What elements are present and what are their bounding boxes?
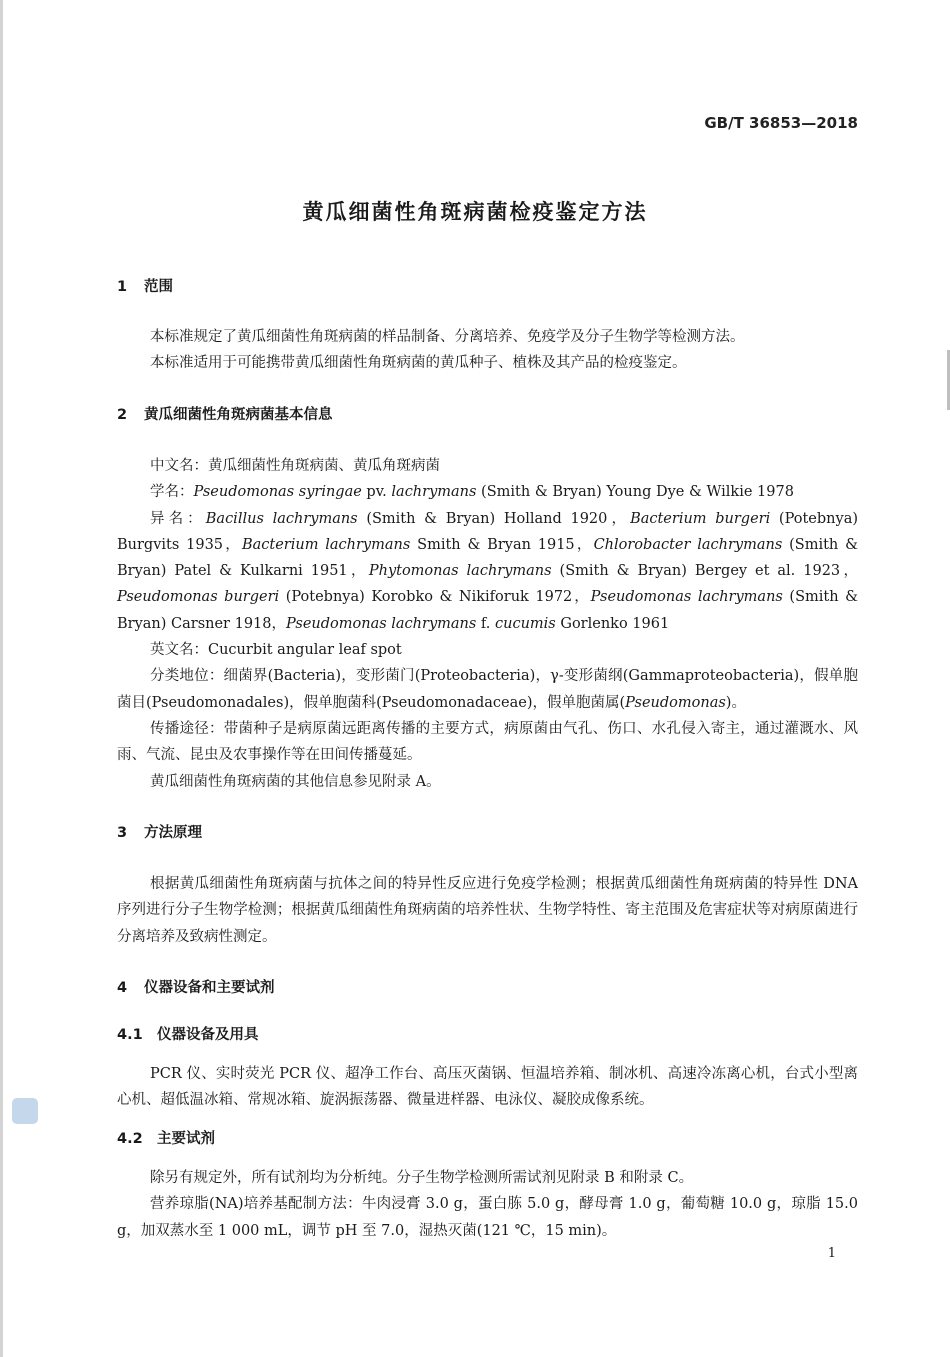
section-4-heading [117,978,275,998]
standard-code: GB/T 36853—2018 [704,114,858,132]
section-2-body [117,453,858,795]
section-title: 范围 [144,279,173,295]
paragraph: 本标准适用于可能携带黄瓜细菌性角斑病菌的黄瓜种子、植株及其产品的检疫鉴定。 [150,355,687,372]
english-name: 英文名：Cucurbit angular leaf spot [150,642,402,659]
section-number: 4.2 [117,1131,143,1147]
document-title: 黄瓜细菌性角斑病菌检疫鉴定方法 [302,200,648,224]
section-2-heading [117,405,333,425]
section-number: 4 [117,980,128,996]
section-title: 仪器设备及用具 [157,1027,259,1043]
paragraph: PCR 仪、实时荧光 PCR 仪、超净工作台、高压灭菌锅、恒温培养箱、制冰机、高速冷冻离心机，台式小型离心机、超低温冰箱、常规冰箱、旋涡振荡器、微量进样器、电泳仪、凝胶成像系统。 [117,1066,858,1109]
section-title: 黄瓜细菌性角斑病菌基本信息 [144,407,333,423]
scientific-name: 学名：Pseudomonas syringae pv. lachrymans (Smith & Bryan) Young Dye & Wilkie 1978 [150,484,794,501]
synonyms: 异名：Bacillus lachrymans (Smith & Bryan) Holland 1920，Bacterium burgeri (Potebnya) Burgvits 1935，Bacterium lachrymans Smith & Bryan 1915，Chlorobacter lachrymans (Smith & Bryan) Patel & Kulkarni 1951，Phytomonas lachrymans (Smith & Bryan) Bergey et al. 1923，Pseudomonas burgeri (Potebnya) Korobko & Nikiforuk 1972，Pseudomonas lachrymans (Smith & Bryan) Carsner 1918，Pseudomonas lachrymans f. cucumis Gorlenko 1961 [117,510,859,632]
transmission: 传播途径：带菌种子是病原菌远距离传播的主要方式，病原菌由气孔、伤口、水孔侵入寄主，通过灌溉水、风雨、气流、昆虫及农事操作等在田间传播蔓延。 [117,720,858,764]
other-info: 黄瓜细菌性角斑病菌的其他信息参见附录 A。 [150,773,441,790]
scanner-watermark-icon [12,1098,38,1124]
section-4-2-heading [117,1129,215,1149]
section-3-body [117,871,858,950]
section-1-body [117,324,858,377]
paragraph: 营养琼脂(NA)培养基配制方法：牛肉浸膏 3.0 g，蛋白胨 5.0 g，酵母膏 1.0 g，葡萄糖 10.0 g，琼脂 15.0 g，加双蒸水至 1 000 mL，调节 pH 至 7.0，湿热灭菌(121 ℃，15 min)。 [117,1196,858,1239]
section-number: 3 [117,825,128,841]
section-number: 2 [117,407,128,423]
section-title: 仪器设备和主要试剂 [144,980,275,996]
page-number: 1 [827,1246,836,1261]
section-4-1-body [117,1061,858,1114]
section-1-heading [117,277,173,297]
section-number: 1 [117,279,128,295]
chinese-name: 中文名：黄瓜细菌性角斑病菌、黄瓜角斑病菌 [150,458,440,474]
taxonomy: 分类地位：细菌界(Bacteria)，变形菌门(Proteobacteria)，γ-变形菌纲(Gammaproteobacteria)，假单胞菌目(Pseudomonadales)，假单胞菌科(Pseudomonadaceae)，假单胞菌属(Pseudomonas)。 [117,668,858,711]
paragraph: 除另有规定外，所有试剂均为分析纯。分子生物学检测所需试剂见附录 B 和附录 C。 [150,1170,694,1186]
section-4-2-body [117,1165,858,1244]
paragraph: 本标准规定了黄瓜细菌性角斑病菌的样品制备、分离培养、免疫学及分子生物学等检测方法。 [150,329,745,345]
paragraph: 根据黄瓜细菌性角斑病菌与抗体之间的特异性反应进行免疫学检测；根据黄瓜细菌性角斑病菌的特异性 DNA 序列进行分子生物学检测；根据黄瓜细菌性角斑病菌的培养性状、生物学特性、寄主范围及危害症状等对病原菌进行分离培养及致病性测定。 [117,876,858,945]
section-title: 主要试剂 [157,1131,215,1147]
section-title: 方法原理 [144,825,202,841]
section-4-1-heading [117,1025,259,1045]
section-3-heading [117,823,202,843]
section-number: 4.1 [117,1027,143,1043]
